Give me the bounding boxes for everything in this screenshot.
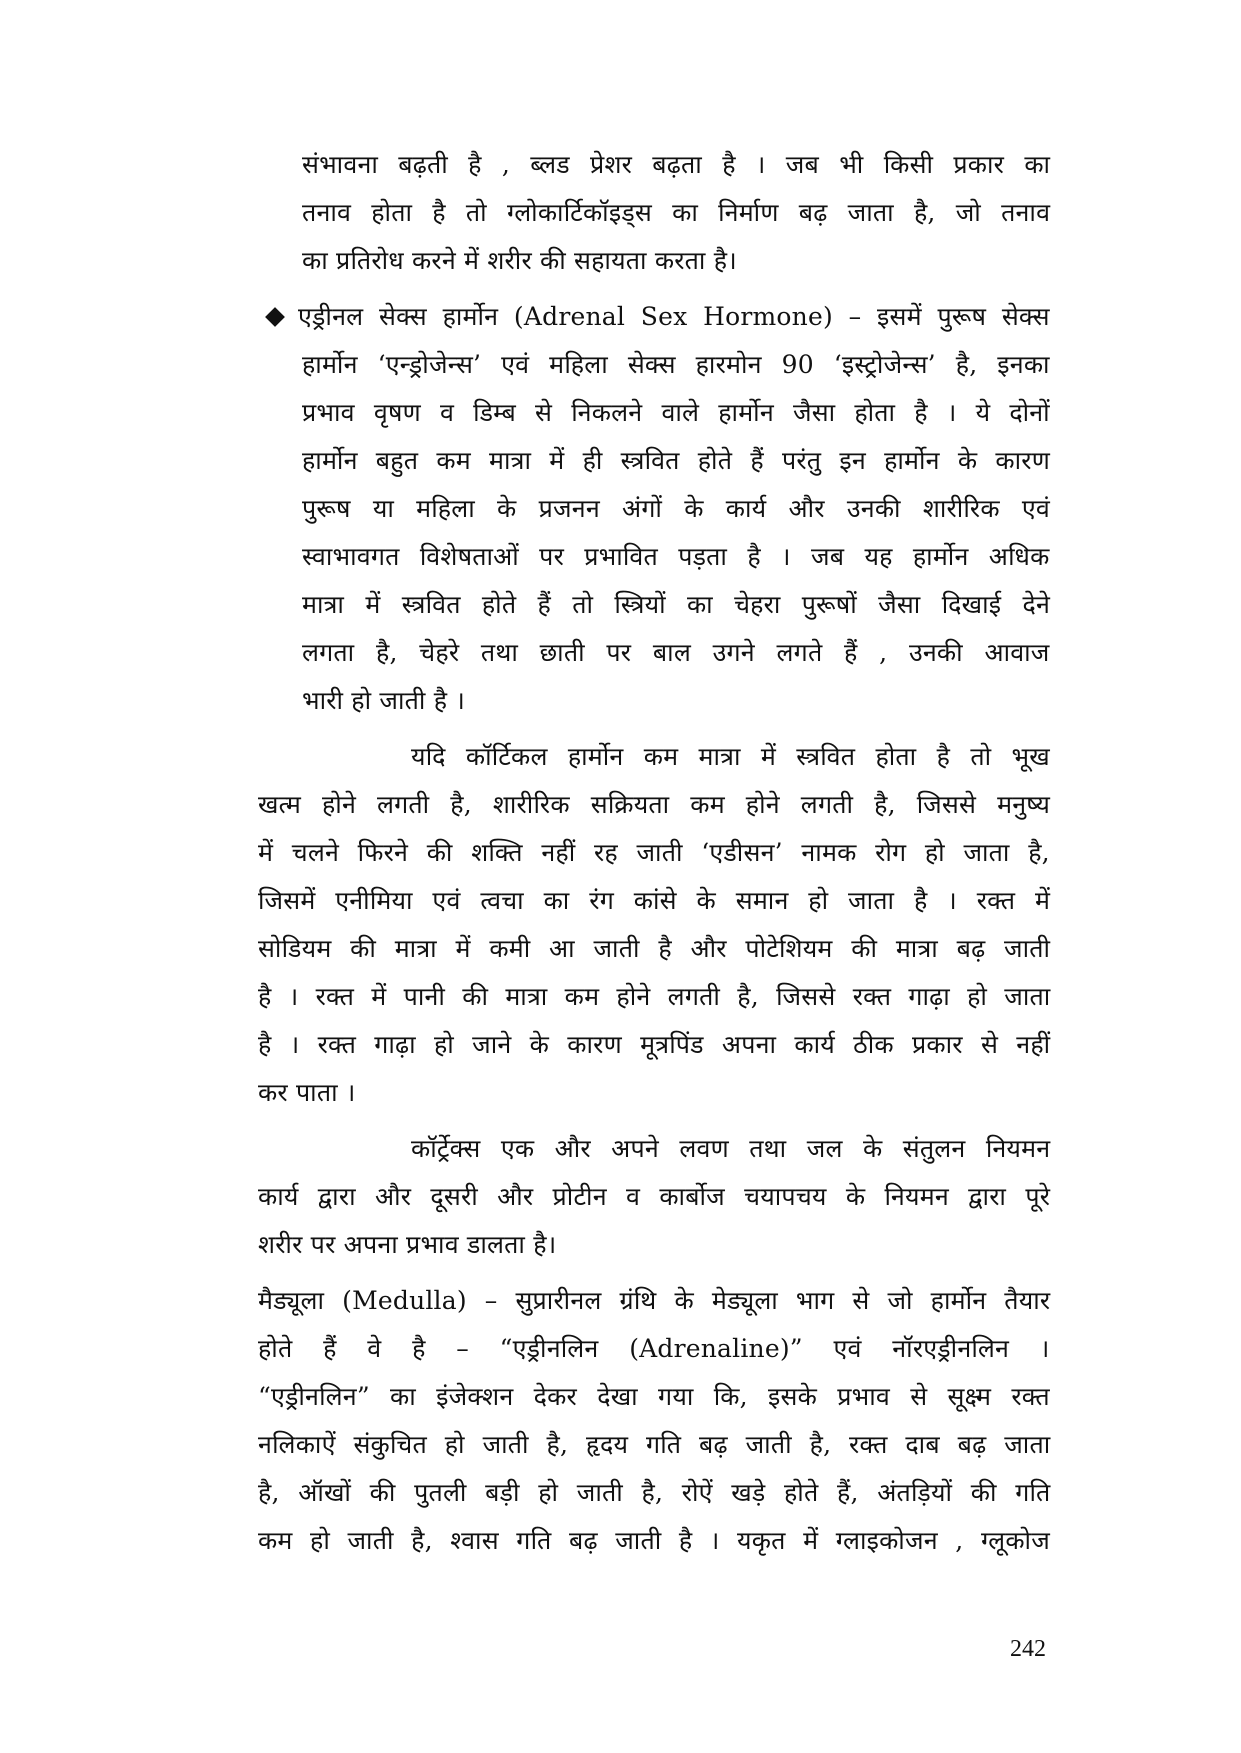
text-line: का प्रतिरोध करने में शरीर की सहायता करता है। xyxy=(302,246,737,275)
text-line: होते हैं वे है – “एड्रीनलिन (Adrenaline)” एवं नॉरएड्रीनलिन । xyxy=(258,1334,1050,1363)
text-line: यदि कॉर्टिकल हार्मोन कम मात्रा में स्त्रवित होता है तो भूख xyxy=(411,742,1050,771)
text-line: नलिकाऐं संकुचित हो जाती है, हृदय गति बढ़ जाती है, रक्त दाब बढ़ जाता xyxy=(258,1430,1051,1459)
text-line: स्वाभावगत विशेषताओं पर प्रभावित पड़ता है । जब यह हार्मोन अधिक xyxy=(302,542,1050,571)
text-line: भारी हो जाती है । xyxy=(302,686,465,715)
text-line: कर पाता । xyxy=(258,1078,356,1107)
text-line: खत्म होने लगती है, शारीरिक सक्रियता कम होने लगती है, जिससे मनुष्य xyxy=(258,790,1051,819)
text-line: मैड्यूला (Medulla) – सुप्रारीनल ग्रंथि के मेड्यूला भाग से जो हार्मोन तैयार xyxy=(258,1286,1051,1315)
text-line: पुरूष या महिला के प्रजनन अंगों के कार्य और उनकी शारीरिक एवं xyxy=(302,494,1050,523)
text-line: है । रक्त में पानी की मात्रा कम होने लगती है, जिससे रक्त गाढ़ा हो जाता xyxy=(258,982,1051,1011)
text-line: हार्मोन बहुत कम मात्रा में ही स्त्रवित होते हैं परंतु इन हार्मोन के कारण xyxy=(302,446,1050,475)
text-line: कॉर्ट्रेक्स एक और अपने लवण तथा जल के संतुलन नियमन xyxy=(411,1134,1051,1163)
text-line: है, ऑखों की पुतली बड़ी हो जाती है, रोऐं खड़े होते हैं, अंतड़ियों की गति xyxy=(258,1478,1051,1507)
text-line: जिसमें एनीमिया एवं त्वचा का रंग कांसे के समान हो जाता है । रक्त में xyxy=(258,886,1051,915)
text-line: प्रभाव वृषण व डिम्ब से निकलने वाले हार्मोन जैसा होता है । ये दोनों xyxy=(302,398,1050,427)
text-line: हार्मोन ‘एन्ड्रोजेन्स’ एवं महिला सेक्स हारमोन 90 ‘इस्ट्रोजेन्स’ है, इनका xyxy=(302,350,1050,379)
page-number: 242 xyxy=(1010,1636,1046,1662)
text-line: एड्रीनल सेक्स हार्मोन (Adrenal Sex Hormone) – इसमें पुरूष सेक्स xyxy=(298,302,1050,331)
text-line: शरीर पर अपना प्रभाव डालता है। xyxy=(258,1230,557,1259)
text-line: “एड्रीनलिन” का इंजेक्शन देकर देखा गया कि, इसके प्रभाव से सूक्ष्म रक्त xyxy=(258,1382,1050,1411)
text-line: सोडियम की मात्रा में कमी आ जाती है और पोटेशियम की मात्रा बढ़ जाती xyxy=(258,934,1051,963)
text-line: कार्य द्वारा और दूसरी और प्रोटीन व कार्बोज चयापचय के नियमन द्वारा पूरे xyxy=(258,1182,1051,1211)
text-line: तनाव होता है तो ग्लोकार्टिकॉइड्स का निर्माण बढ़ जाता है, जो तनाव xyxy=(302,198,1051,227)
text-line: में चलने फिरने की शक्ति नहीं रह जाती ‘एडीसन’ नामक रोग हो जाता है, xyxy=(258,838,1050,867)
text-line: संभावना बढ़ती है , ब्लड प्रेशर बढ़ता है । जब भी किसी प्रकार का xyxy=(302,150,1051,179)
text-line: कम हो जाती है, श्वास गति बढ़ जाती है । यकृत में ग्लाइकोजन , ग्लूकोज xyxy=(258,1526,1050,1555)
text-line: मात्रा में स्त्रवित होते हैं तो स्त्रियों का चेहरा पुरूषों जैसा दिखाई देने xyxy=(302,590,1051,619)
text-line: है । रक्त गाढ़ा हो जाने के कारण मूत्रपिंड अपना कार्य ठीक प्रकार से नहीं xyxy=(258,1030,1051,1059)
text-line: लगता है, चेहरे तथा छाती पर बाल उगने लगते हैं , उनकी आवाज xyxy=(302,638,1050,667)
diamond-bullet-icon xyxy=(265,307,285,327)
